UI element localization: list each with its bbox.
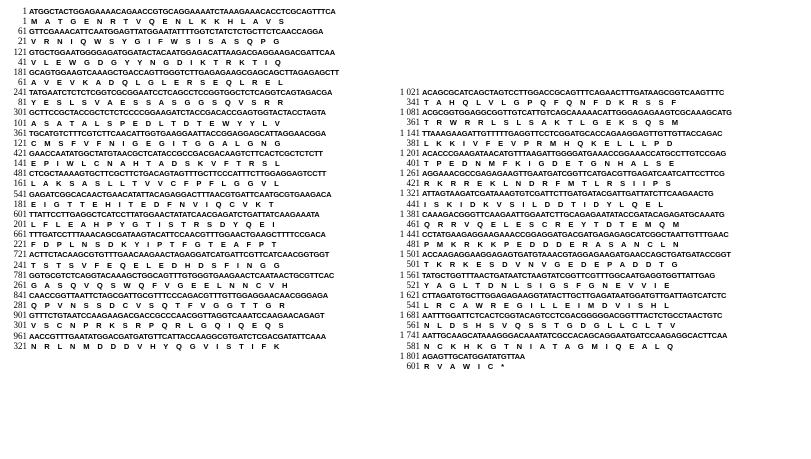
- sequence-record: [0, 26, 396, 46]
- amino-acid-sequence: L F L E A H P Y G T I S T R S D Y Q E I: [31, 219, 278, 229]
- amino-acid-line: [0, 341, 396, 351]
- sequence-record: [391, 229, 811, 249]
- amino-acid-position: 461: [406, 218, 420, 229]
- amino-acid-position: 561: [406, 320, 420, 331]
- amino-acid-sequence: R K R R E K L N D R F M T L R S I I P S: [424, 179, 674, 189]
- sequence-record: [0, 128, 396, 148]
- nucleotide-position: 1 321: [399, 188, 420, 199]
- amino-acid-position: 281: [13, 300, 27, 311]
- right-sequence-column: [391, 87, 811, 371]
- amino-acid-position: 201: [13, 218, 27, 229]
- amino-acid-line: [0, 260, 396, 270]
- nucleotide-position: 1: [22, 6, 27, 16]
- amino-acid-sequence: G A S Q V Q S W Q F V G E E L N N C V H: [31, 280, 291, 290]
- amino-acid-line: [0, 239, 396, 249]
- amino-acid-line: [391, 320, 811, 330]
- amino-acid-sequence: M A T G E N R T V Q E N L K K H L A V S: [31, 17, 287, 27]
- amino-acid-line: [0, 57, 396, 67]
- sequence-record: [391, 270, 811, 290]
- nucleotide-line: [0, 107, 396, 117]
- amino-acid-sequence: Q R R V Q E L E S C R E Y T D T E M Q M: [424, 219, 682, 229]
- amino-acid-sequence: R V A W I C *: [424, 361, 507, 371]
- sequence-record: [0, 270, 396, 290]
- nucleotide-sequence: GCAGTGGAAGTCAAAGCTGACCAGTTGGGTCTTGAGAGAAGCGAGCAGCTTAGAGAGCTT: [29, 67, 339, 77]
- amino-acid-line: [0, 158, 396, 168]
- nucleotide-line: [0, 290, 396, 300]
- amino-acid-position: 61: [18, 76, 27, 87]
- nucleotide-sequence: GAGATCGGCACAACTGAACATATTACAGAGGACTTTAACGTGATTCAATGCGTGAAGACA: [29, 189, 332, 199]
- sequence-record: [391, 209, 811, 229]
- amino-acid-sequence: Y E S L S V A E S S A S G G S Q V S R R: [31, 98, 286, 108]
- nucleotide-line: [391, 148, 811, 158]
- nucleotide-line: [0, 249, 396, 259]
- nucleotide-position: 181: [13, 66, 27, 77]
- amino-acid-sequence: Y A G L T D N L S I G S F G N E V V I E: [424, 280, 673, 290]
- nucleotide-position: 1 801: [399, 350, 420, 361]
- sequence-record: [0, 229, 396, 249]
- amino-acid-position: 341: [406, 97, 420, 108]
- nucleotide-sequence: GTGCTGGAATGGGGAGATGGATACTACAATGGAGACATTAAGACGAGGAAGACGATTCAA: [29, 47, 335, 57]
- nucleotide-sequence: CAACCGGTTAATTCTAGCGATTGCGTTTCCCAGACGTTTGTTGGAGGAACAACGGGAGA: [29, 290, 328, 300]
- sequence-record: [391, 310, 811, 330]
- nucleotide-sequence: AGAGTTGCATGGATATGTTAA: [422, 351, 525, 361]
- nucleotide-sequence: TTTGATCCTTTAAACAGCGATAAGTACATTCCAACGTTTGGAACTGAAGCTTTTCCGACA: [29, 230, 326, 240]
- nucleotide-position: 1 741: [399, 330, 420, 341]
- nucleotide-sequence: GTTTCTGTAATCCAAGAAGACGACCGCCCAACGGTTAGGTCAAATCCAAGAACAGAGT: [29, 311, 325, 321]
- sequence-record: [391, 330, 811, 350]
- amino-acid-sequence: F D P L N S D K Y I P T F G T E A F P T: [31, 240, 280, 250]
- sequence-record: [391, 168, 811, 188]
- amino-acid-sequence: Q P V N S S D C V S Q T F V G G T T G R: [31, 301, 288, 311]
- nucleotide-position: 241: [13, 87, 27, 98]
- sequence-record: [0, 168, 396, 188]
- nucleotide-sequence: ATGGCTACTGGAGAAAACAGAACCGTGCAGGAAAATCTAAAGAAACACCTCGCAGTTTCA: [29, 7, 336, 16]
- nucleotide-position: 541: [13, 188, 27, 199]
- sequence-record: [0, 249, 396, 269]
- nucleotide-line: [391, 209, 811, 219]
- nucleotide-position: 1 681: [399, 310, 420, 321]
- amino-acid-position: 141: [13, 158, 27, 169]
- sequence-record: [0, 209, 396, 229]
- amino-acid-position: 101: [13, 117, 27, 128]
- nucleotide-sequence: ACCAAGAGGAAGGAGAGTGATGTAAACGTAGGAGAAGATGAACCAGCTGATGATACCGGT: [422, 250, 731, 260]
- sequence-record: [0, 67, 396, 87]
- nucleotide-sequence: GAACCAATATGGCTATGTAACGCTCATACCGCCGACGACAAGTCTTCACTCGCTCTCTT: [29, 148, 323, 158]
- amino-acid-line: [391, 97, 811, 107]
- nucleotide-line: [391, 87, 811, 97]
- nucleotide-position: 1 141: [399, 127, 420, 138]
- nucleotide-sequence: AATTGCAAGCATAAAGGGACAAATATCGCCACAGCAGGAATGATCCAAGAGGCACTTCAA: [422, 331, 728, 341]
- nucleotide-line: [391, 270, 811, 280]
- nucleotide-position: 721: [13, 249, 27, 260]
- nucleotide-sequence: AGGAAACGCCGAGAGAAGTTGAATGATCGGTTCATGACGTTGAGATCAATCATTCCTTCG: [422, 169, 725, 179]
- nucleotide-line: [0, 128, 396, 138]
- nucleotide-position: 1 081: [399, 107, 420, 118]
- amino-acid-sequence: C M S F V F N I G E G I T G G A L G N G: [31, 138, 284, 148]
- amino-acid-line: [0, 178, 396, 188]
- nucleotide-line: [391, 168, 811, 178]
- sequence-record: [391, 128, 811, 148]
- amino-acid-position: 421: [406, 178, 420, 189]
- amino-acid-line: [0, 118, 396, 128]
- amino-acid-position: 261: [13, 279, 27, 290]
- amino-acid-sequence: N L D S H S V Q S S T G D G L L C L T V: [424, 321, 679, 331]
- nucleotide-position: 601: [13, 208, 27, 219]
- amino-acid-position: 181: [13, 198, 27, 209]
- nucleotide-sequence: GGTGCGTCTCAGGTACAAAGCTGGCAGTTTGTGGGTGAAGAACTCAATAACTGCGTTCAC: [29, 270, 335, 280]
- amino-acid-sequence: L R C A W R E G I L L E I M D V I S H L: [424, 300, 672, 310]
- nucleotide-position: 781: [13, 269, 27, 280]
- amino-acid-line: [0, 320, 396, 330]
- amino-acid-line: [0, 219, 396, 229]
- amino-acid-position: 401: [406, 157, 420, 168]
- amino-acid-position: 301: [13, 320, 27, 331]
- nucleotide-sequence: TATGCTGGTTTAACTGATAATCTAAGTATCGGTTCGTTTGGCAATGAGGTGGTTATTGAG: [422, 270, 715, 280]
- amino-acid-sequence: T R W R R L S L S A K T L G E K S Q S M: [424, 118, 681, 128]
- sequence-record: [391, 249, 811, 269]
- amino-acid-line: [391, 280, 811, 290]
- amino-acid-position: 1: [22, 16, 27, 27]
- nucleotide-line: [391, 310, 811, 320]
- nucleotide-position: 1 021: [399, 87, 420, 97]
- nucleotide-line: [0, 270, 396, 280]
- amino-acid-sequence: P M K R K K P E D D D E R A S A N C L N: [424, 240, 682, 250]
- nucleotide-line: [0, 67, 396, 77]
- amino-acid-line: [391, 259, 811, 269]
- nucleotide-line: [0, 229, 396, 239]
- amino-acid-line: [391, 300, 811, 310]
- nucleotide-line: [0, 189, 396, 199]
- amino-acid-position: 501: [406, 259, 420, 270]
- sequence-record: [0, 189, 396, 209]
- amino-acid-sequence: L A K S A S L L T V V C F P F L G G V L: [31, 179, 282, 189]
- nucleotide-sequence: TTATTCCTTGAGGCTCATCCTTATGGAACTATATCAACGAGATCTGATTATCAAGAAATA: [29, 209, 320, 219]
- sequence-record: [0, 310, 396, 330]
- nucleotide-line: [0, 87, 396, 97]
- amino-acid-line: [391, 199, 811, 209]
- amino-acid-sequence: N R L N M D D D V H Y Q G V I S T I F K: [31, 341, 283, 351]
- sequence-record: [391, 87, 811, 107]
- nucleotide-position: 1 501: [399, 249, 420, 260]
- amino-acid-position: 161: [13, 178, 27, 189]
- amino-acid-position: 361: [406, 117, 420, 128]
- sequence-record: [0, 148, 396, 168]
- nucleotide-sequence: ACAGCGCATCAGCTAGTCCTTGGACCGCAGTTTCAGAACTTTGATAAGCGGTCAAGTTTC: [422, 88, 725, 97]
- nucleotide-position: 301: [13, 107, 27, 118]
- nucleotide-sequence: ATTAGTAAGATCGATAAAGTGTCGATTCTTGATGATACGATTGATTATCTTCAAGAACTG: [422, 189, 714, 199]
- amino-acid-position: 81: [18, 97, 27, 108]
- nucleotide-line: [391, 249, 811, 259]
- amino-acid-position: 481: [406, 239, 420, 250]
- amino-acid-position: 321: [13, 340, 27, 351]
- amino-acid-line: [391, 361, 811, 371]
- amino-acid-line: [0, 16, 396, 26]
- sequence-record: [391, 107, 811, 127]
- amino-acid-sequence: A V E V K A D Q L G L E R S E Q L R E L: [31, 77, 286, 87]
- amino-acid-sequence: E P I W L C N A H T A D S K V F T R S L: [31, 159, 283, 169]
- nucleotide-line: [0, 168, 396, 178]
- nucleotide-sequence: GTTCGAAACATTCAATGGAGTTATGGAATATTTTGGTCTATCTCTGCTTCTCAACCAGGA: [29, 27, 324, 37]
- nucleotide-sequence: AACCGTTTGAATATGGACGATGATGTTCATTACCAAGGCGTGATCTCGACGATATTCAAA: [29, 331, 326, 341]
- amino-acid-sequence: E I G T T E H I T E D F N V I Q C V K T: [31, 199, 277, 209]
- nucleotide-position: 1 381: [399, 208, 420, 219]
- nucleotide-sequence: CAAAGACGGGTTCAAGAATTGGAATCTTGCAGAGAATATACCGATACAGAGATGCAAATG: [422, 209, 725, 219]
- amino-acid-line: [0, 300, 396, 310]
- amino-acid-line: [391, 219, 811, 229]
- nucleotide-position: 61: [18, 26, 27, 37]
- nucleotide-position: 1 621: [399, 289, 420, 300]
- amino-acid-line: [391, 341, 811, 351]
- sequence-record: [0, 87, 396, 107]
- amino-acid-line: [391, 239, 811, 249]
- sequence-record: [0, 107, 396, 127]
- nucleotide-line: [0, 148, 396, 158]
- sequence-record: [0, 290, 396, 310]
- amino-acid-line: [391, 138, 811, 148]
- amino-acid-position: 581: [406, 340, 420, 351]
- nucleotide-sequence: ACACCCGAAGATAACATGTTTAAGATTGGGGATGAAACCGGAAACCATGCCTTGTCCGAG: [422, 148, 727, 158]
- amino-acid-sequence: A S A T A L S P E D L T D T E W Y Y L V: [31, 118, 283, 128]
- nucleotide-sequence: ACTTCTACAAGCGTGTTTGAACAAGAACTAGAGGATCATGATTCGTTCATCAACGGTGGT: [29, 250, 330, 260]
- nucleotide-line: [391, 128, 811, 138]
- nucleotide-sequence: AATTTGGATTCTCACTCGGTACAGTCCTCGACGGGGGACGGTTTACTCTGCCTAACTGTC: [422, 311, 723, 321]
- sequence-record: [0, 6, 396, 26]
- nucleotide-position: 121: [13, 46, 27, 57]
- amino-acid-sequence: T S T S V F E Q E L E D H D S F I N G G: [31, 260, 283, 270]
- nucleotide-position: 841: [13, 289, 27, 300]
- left-sequence-column: [0, 6, 396, 351]
- amino-acid-line: [0, 97, 396, 107]
- amino-acid-position: 441: [406, 198, 420, 209]
- nucleotide-line: [0, 47, 396, 57]
- nucleotide-position: 961: [13, 330, 27, 341]
- amino-acid-position: 41: [18, 56, 27, 67]
- amino-acid-sequence: T A H Q L V L G P Q F Q N F D K R S S F: [424, 98, 679, 108]
- amino-acid-line: [0, 280, 396, 290]
- amino-acid-sequence: V L E W G D G Y Y N G D I K T R K T I Q: [31, 57, 284, 67]
- sequence-record: [391, 351, 811, 371]
- nucleotide-line: [0, 209, 396, 219]
- amino-acid-line: [0, 199, 396, 209]
- amino-acid-line: [391, 178, 811, 188]
- amino-acid-sequence: N C K H K G T N I A T A G M I Q E A L Q: [424, 341, 676, 351]
- nucleotide-position: 1 201: [399, 147, 420, 158]
- amino-acid-position: 21: [18, 36, 27, 47]
- nucleotide-line: [0, 26, 396, 36]
- amino-acid-line: [391, 158, 811, 168]
- amino-acid-sequence: T K R K E S D V N V G E D E P A D D T G: [424, 260, 681, 270]
- amino-acid-position: 601: [406, 360, 420, 371]
- nucleotide-line: [0, 331, 396, 341]
- amino-acid-sequence: T P E D N M F K I G D E T G N H A L S E: [424, 158, 677, 168]
- nucleotide-position: 661: [13, 229, 27, 240]
- amino-acid-position: 541: [406, 299, 420, 310]
- sequence-record: [391, 148, 811, 168]
- nucleotide-position: 1 561: [399, 269, 420, 280]
- amino-acid-sequence: I S K I D K V S I L D D T I D Y L Q E L: [424, 199, 666, 209]
- nucleotide-line: [391, 351, 811, 361]
- nucleotide-sequence: TATGAATCTCTCTCGGTCGCGGAATCCTCAGCCTCCGGTGGCTCTCAGGTCAGTAGACGA: [29, 88, 333, 98]
- amino-acid-sequence: L K K I V F E V P R M H Q K E L L L P D: [424, 138, 676, 148]
- nucleotide-line: [391, 290, 811, 300]
- amino-acid-line: [0, 77, 396, 87]
- nucleotide-position: 1 261: [399, 168, 420, 179]
- amino-acid-position: 121: [13, 137, 27, 148]
- nucleotide-sequence: CTTAGATGTGCTTGGAGAGAAGGTATACTTGCTTGAGATAATGGATGTTGATTAGTCATCTC: [422, 290, 727, 300]
- nucleotide-line: [0, 310, 396, 320]
- nucleotide-sequence: TGCATGTCTTTCGTCTTCAACATTGGTGAAGGAATTACCGGAGGAGCATTAGGAACGGA: [29, 128, 326, 138]
- amino-acid-position: 381: [406, 137, 420, 148]
- nucleotide-line: [391, 107, 811, 117]
- nucleotide-line: [391, 188, 811, 198]
- nucleotide-line: [391, 229, 811, 239]
- nucleotide-sequence: TTAAAGAAGATTGTTTTTGAGGTTCCTCGGATGCACCAGAAGGAGTTGTTGTTACCAGAC: [422, 128, 723, 138]
- amino-acid-line: [0, 36, 396, 46]
- amino-acid-sequence: V R N I Q W S Y G I F W S I S A S Q P G: [31, 37, 283, 47]
- sequence-record: [391, 188, 811, 208]
- amino-acid-position: 241: [13, 259, 27, 270]
- nucleotide-position: 901: [13, 310, 27, 321]
- nucleotide-position: 1 441: [399, 228, 420, 239]
- nucleotide-line: [391, 330, 811, 340]
- nucleotide-position: 361: [13, 127, 27, 138]
- nucleotide-position: 481: [13, 168, 27, 179]
- nucleotide-line: [0, 6, 396, 16]
- nucleotide-position: 421: [13, 147, 27, 158]
- nucleotide-sequence: CCTATGAAGAGGAAGAAACCGGAGGATGACGATGAGAGAGCATCGGCTAATTGTTTGAAC: [422, 229, 729, 239]
- amino-acid-sequence: V S C N P R K S R P Q R L G Q I Q E Q S: [31, 321, 287, 331]
- amino-acid-position: 521: [406, 279, 420, 290]
- nucleotide-sequence: ACGCGGTGGAGGCGGTTGTCATTGTCAGCAAAAACATTGGGAGAGAAGTCGCAAAGCATG: [422, 108, 732, 118]
- amino-acid-line: [391, 117, 811, 127]
- sequence-record: [391, 290, 811, 310]
- nucleotide-sequence: GCTTCCGCTACCGCTCTCTCCCCGGAAGATCTACCGACACCGAGTGGTACTACCTAGTA: [29, 108, 326, 118]
- amino-acid-line: [0, 138, 396, 148]
- amino-acid-position: 221: [13, 239, 27, 250]
- nucleotide-sequence: CTCGCTAAAAGTGCTTCGCTTCTGACAGTAGTTTGCTTCCCATTTCTTGGAGGAGTCCTT: [29, 169, 327, 179]
- sequence-record: [0, 331, 396, 351]
- sequence-record: [0, 47, 396, 67]
